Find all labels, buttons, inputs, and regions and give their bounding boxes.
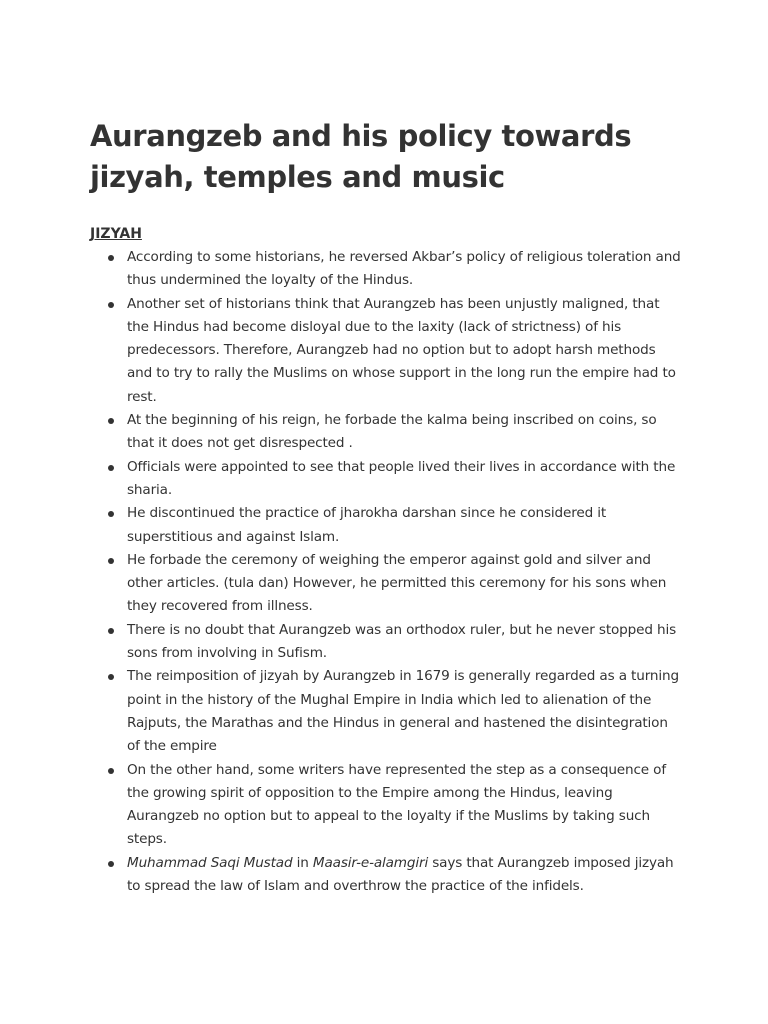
list-item-text: The reimposition of jizyah by Aurangzeb in 1679 is generally regarded as a turning point in the history of the Mughal Empire in India which led to alienation of the Rajputs, the Marathas and the Hindus in general and hastened the disintegration of the empire <box>127 668 679 755</box>
bullet-icon <box>108 418 114 424</box>
document-page <box>90 116 682 898</box>
list-item <box>127 619 682 666</box>
bullet-icon <box>108 861 114 867</box>
document-title: Aurangzeb and his policy towards jizyah, temples and music <box>90 119 632 194</box>
section-heading-jizyah: JIZYAH <box>90 226 142 242</box>
bullet-icon <box>108 674 114 680</box>
work-title: Maasir-e-alamgiri <box>312 854 429 871</box>
list-item <box>127 246 682 293</box>
list-item-text: At the beginning of his reign, he forbade the kalma being inscribed on coins, so that it does not get disrespected . <box>127 412 657 452</box>
list-item <box>127 456 682 503</box>
bullet-icon <box>108 558 114 564</box>
list-item-text: He forbade the ceremony of weighing the emperor against gold and silver and other articles. (tula dan) However, he permitted this ceremony for his sons when they recovered from illness. <box>127 551 667 615</box>
list-item <box>127 549 682 619</box>
bullet-icon <box>108 302 114 308</box>
list-item <box>127 759 682 852</box>
list-item-text: On the other hand, some writers have represented the step as a consequence of the growing spirit of opposition to the Empire among the Hindus, leaving Aurangzeb no option but to appeal to the loyalty if the Muslims by taking such steps. <box>127 761 666 848</box>
list-item-text: There is no doubt that Aurangzeb was an orthodox ruler, but he never stopped his sons from involving in Sufism. <box>127 621 677 662</box>
list-item <box>127 409 682 456</box>
list-item <box>127 852 682 899</box>
bullet-icon <box>108 511 114 517</box>
list-item <box>127 293 682 409</box>
bullet-icon <box>108 768 114 774</box>
list-item-text: Officials were appointed to see that people lived their lives in accordance with the sharia. <box>127 458 676 498</box>
list-item-text: says that Aurangzeb imposed jizyah to spread the law of Islam and overthrow the practice of the infidels. <box>127 854 674 895</box>
list-item-text: Another set of historians think that Aurangzeb has been unjustly maligned, that the Hindus had become disloyal due to the laxity (lack of strictness) of his predecessors. Therefore, Aurangzeb had no option but to adopt harsh methods and to try to rally the Muslims on whose support in the long run the empire had to rest. <box>127 295 676 405</box>
author-name: Muhammad Saqi Mustad <box>127 854 293 871</box>
bullet-icon <box>108 465 114 471</box>
connector-text: in <box>292 854 313 871</box>
bullet-list <box>90 246 682 898</box>
list-item <box>127 665 682 758</box>
list-item <box>127 502 682 549</box>
list-item-text: According to some historians, he reversed Akbar’s policy of religious toleration and thus undermined the loyalty of the Hindus. <box>127 249 681 289</box>
bullet-icon <box>108 628 114 634</box>
bullet-icon <box>108 255 114 261</box>
list-item-text: He discontinued the practice of jharokha darshan since he considered it superstitious and against Islam. <box>127 505 607 545</box>
